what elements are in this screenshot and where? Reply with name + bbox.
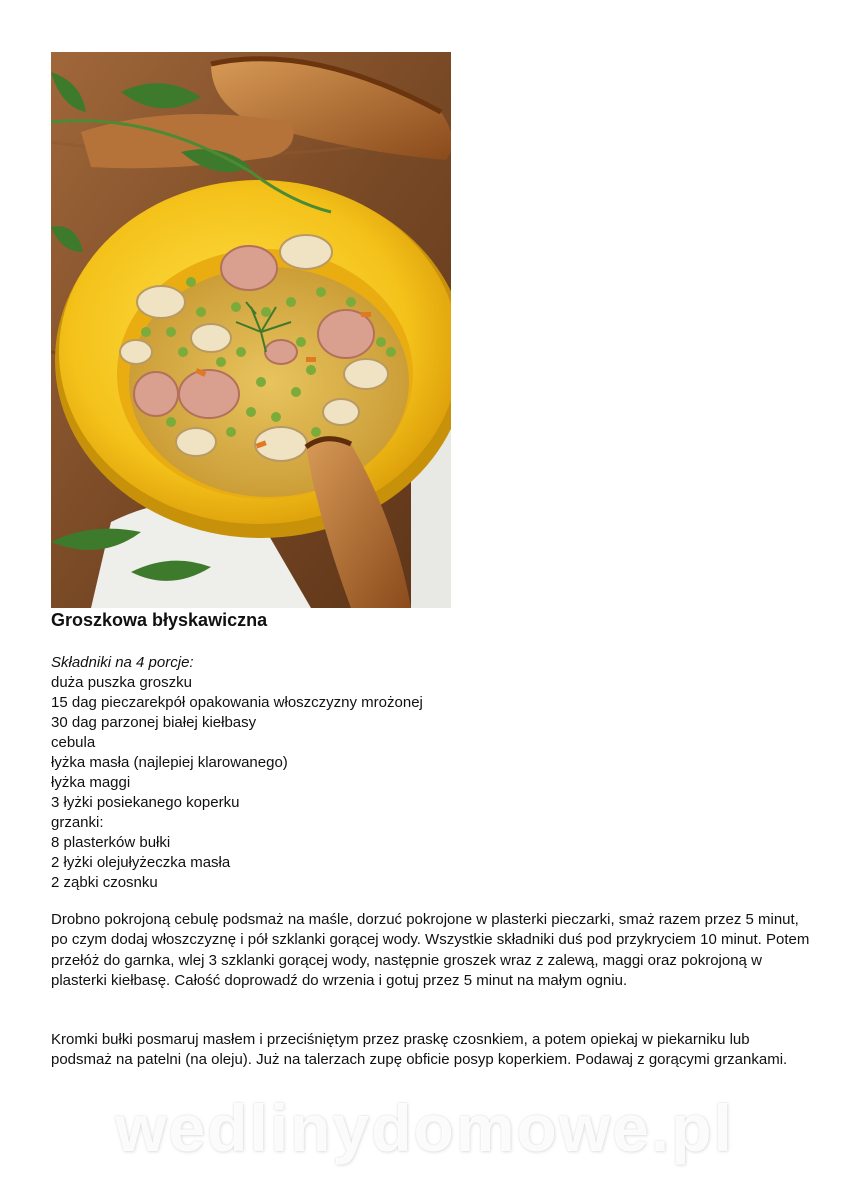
- ingredient-item: duża puszka groszku: [51, 674, 192, 691]
- ingredient-item: 3 łyżki posiekanego koperku: [51, 794, 240, 811]
- ingredient-item: łyżka maggi: [51, 774, 131, 791]
- recipe-title: Groszkowa błyskawiczna: [51, 610, 268, 630]
- ingredients-list: [51, 653, 423, 893]
- ingredient-item: 30 dag parzonej białej kiełbasy: [51, 714, 257, 731]
- ingredient-item: cebula: [51, 734, 96, 751]
- ingredients-heading: Składniki na 4 porcje:: [51, 654, 194, 671]
- soup-photo: [51, 52, 451, 608]
- ingredient-item: łyżka masła (najlepiej klarowanego): [51, 754, 288, 771]
- instructions-paragraph: Drobno pokrojoną cebulę podsmaż na maśle, dorzuć pokrojone w plasterki pieczarki, smaż razem przez 5 minut, po czym dodaj włoszczyznę i pół szklanki gorącej wody. Wszystkie składniki duś pod przykryciem 10 minut. Potem przełóż do garnka, wlej 3 szklanki gorącej wody, następnie groszek wraz z zalewą, maggi oraz pokrojoną w plasterki kiełbasę. Całość doprowadź do wrzenia i gotuj przez 5 minut na małym ogniu.: [51, 911, 810, 989]
- ingredient-item: grzanki:: [51, 814, 104, 831]
- ingredient-item: 15 dag pieczarekpół opakowania włoszczyzny mrożonej: [51, 694, 423, 711]
- watermark: wedlinydomowe.pl: [115, 1091, 734, 1165]
- ingredient-item: 2 łyżki olejułyżeczka masła: [51, 854, 231, 871]
- instructions-paragraph: Kromki bułki posmaruj masłem i przeciśniętym przez praskę czosnkiem, a potem opiekaj w piekarniku lub podsmaż na patelni (na oleju). Już na talerzach zupę obficie posyp koperkiem. Podawaj z gorącymi grzankami.: [51, 1031, 788, 1069]
- ingredient-item: 2 ząbki czosnku: [51, 874, 158, 891]
- ingredient-item: 8 plasterków bułki: [51, 834, 171, 851]
